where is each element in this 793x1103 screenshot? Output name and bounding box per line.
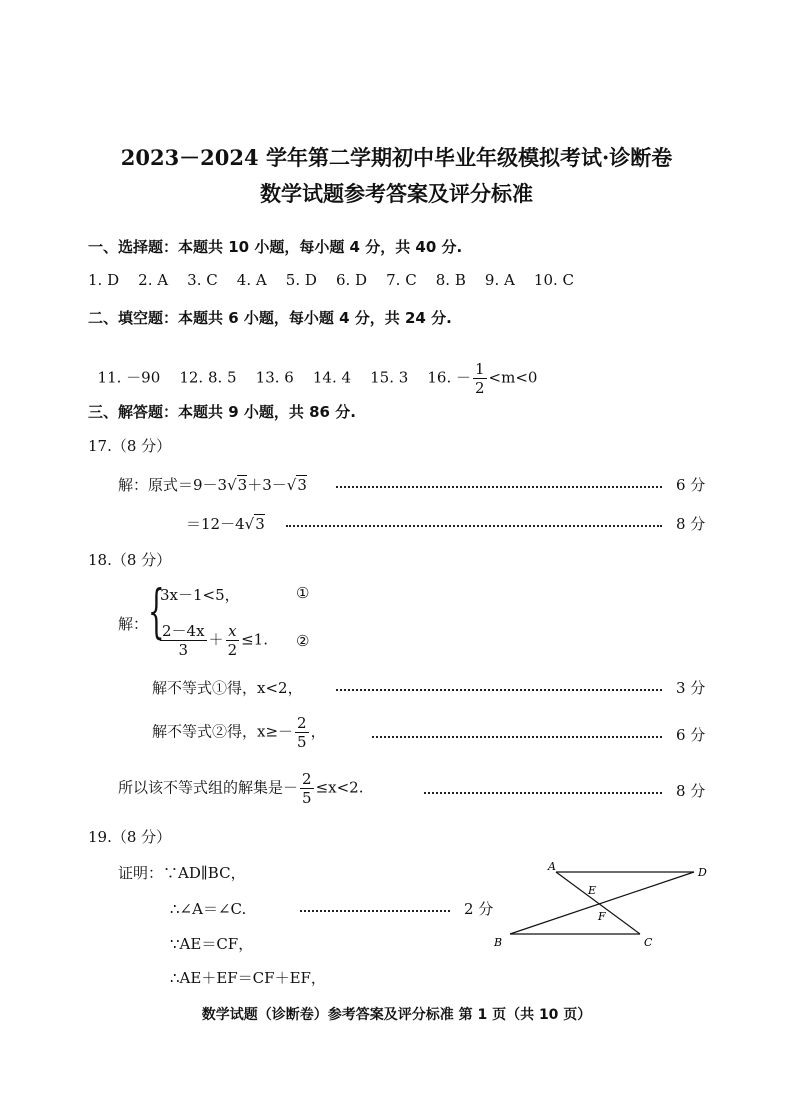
- dotted-leader: [300, 910, 450, 912]
- q16-rest: <m<0: [488, 368, 538, 387]
- q18-score3: 8 分: [676, 782, 706, 800]
- q17-line1-mid: ＋3－: [247, 476, 287, 494]
- q18-label: 18.（8 分）: [88, 551, 172, 569]
- point-label-a: A: [548, 860, 556, 873]
- q17-line1: [118, 474, 307, 495]
- q19-score1: 2 分: [464, 900, 494, 918]
- dotted-leader: [286, 525, 662, 527]
- q17-radicand2: 3: [297, 476, 307, 494]
- q18-frac2-num: x: [226, 622, 240, 641]
- q16-fraction: [473, 360, 487, 397]
- q18-mark1: ①: [296, 584, 310, 602]
- sqrt-symbol: √: [244, 515, 255, 533]
- dotted-leader: [424, 792, 662, 794]
- q17-score1: 6 分: [676, 476, 706, 494]
- q18-frac1-num: 2－4x: [162, 622, 205, 640]
- q19-line3: ∵AE＝CF，: [170, 935, 254, 953]
- segment-bd: [510, 872, 694, 934]
- q19-label: 19.（8 分）: [88, 828, 172, 846]
- fill-answers: [88, 342, 537, 397]
- q17-line1-prefix: 解：原式＝9－3: [118, 476, 228, 494]
- q19-line1: 证明：∵AD∥BC，: [118, 864, 246, 882]
- q18-step1: 解不等式①得，x<2，: [152, 679, 303, 697]
- q18-frac1-den: 3: [178, 641, 189, 659]
- q18-step2-fraction: [295, 714, 309, 751]
- q17-radicand1: 3: [237, 476, 248, 494]
- q18-conclusion: [118, 770, 363, 807]
- q18-ineq1: 3x－1<5，: [160, 586, 240, 604]
- page-footer: 数学试题（诊断卷）参考答案及评分标准 第 1 页（共 10 页）: [201, 1007, 592, 1023]
- point-label-e: E: [588, 884, 597, 897]
- q17-line2-prefix: ＝12－4: [186, 515, 245, 533]
- q18-step2-num: 2: [297, 714, 307, 732]
- q17-radicand3: 3: [255, 515, 265, 533]
- q18-step2: [152, 714, 326, 751]
- dotted-leader: [336, 689, 662, 691]
- q18-jie: 解：: [118, 615, 149, 633]
- q18-plus: ＋: [208, 630, 224, 649]
- system-brace: {: [148, 577, 165, 645]
- q18-mark2: ②: [296, 632, 310, 650]
- q16-numerator: 1: [475, 360, 485, 378]
- point-label-c: C: [644, 936, 653, 949]
- sqrt-symbol: √: [286, 476, 297, 494]
- q18-step2-suffix: ，: [310, 722, 326, 741]
- section-heading-choice: 一、选择题：本题共 10 小题，每小题 4 分，共 40 分.: [88, 238, 463, 256]
- q18-score2: 6 分: [676, 726, 706, 744]
- page-title-line1: 2023－2024 学年第二学期初中毕业年级模拟考试·诊断卷: [120, 145, 673, 170]
- q17-line2: [186, 513, 265, 534]
- sqrt-symbol: √: [227, 476, 237, 494]
- q18-concl-suffix: ≤x<2.: [315, 778, 364, 797]
- q18-score1: 3 分: [676, 679, 706, 697]
- geometry-figure: [480, 856, 720, 952]
- q18-frac2-den: 2: [227, 641, 238, 659]
- q18-concl-num: 2: [302, 770, 312, 788]
- q18-ineq2-rest: ≤1.: [241, 630, 268, 649]
- q19-line2: ∴∠A＝∠C.: [170, 900, 247, 918]
- point-label-f: F: [598, 910, 606, 923]
- q18-fraction1: [160, 622, 207, 659]
- point-label-d: D: [698, 866, 707, 879]
- q17-score2: 8 分: [676, 515, 706, 533]
- fill-answers-prefix: 11. －90 12. 8. 5 13. 6 14. 4 15. 3 16. －: [97, 368, 471, 387]
- point-label-b: B: [494, 936, 503, 949]
- q18-fraction2: [226, 622, 240, 659]
- page-title-line2: 数学试题参考答案及评分标准: [260, 181, 533, 206]
- q18-concl-prefix: 所以该不等式组的解集是－: [118, 778, 299, 797]
- q18-ineq2: [158, 622, 268, 659]
- section-heading-solve: 三、解答题：本题共 9 小题，共 86 分.: [88, 403, 356, 421]
- q18-concl-fraction: [300, 770, 314, 807]
- choice-answers: 1. D 2. A 3. C 4. A 5. D 6. D 7. C 8. B 9. A 10. C: [88, 271, 575, 289]
- segment-ac: [556, 872, 640, 934]
- q18-step2-den: 5: [297, 733, 307, 751]
- q18-step2-prefix: 解不等式②得，x≥－: [152, 722, 294, 741]
- q17-label: 17.（8 分）: [88, 437, 172, 455]
- q18-concl-den: 5: [302, 789, 312, 807]
- dotted-leader: [336, 486, 662, 488]
- section-heading-fill: 二、填空题：本题共 6 小题，每小题 4 分，共 24 分.: [88, 309, 452, 327]
- q16-denominator: 2: [475, 379, 485, 397]
- q19-line4: ∴AE＋EF＝CF＋EF，: [170, 969, 326, 987]
- dotted-leader: [372, 736, 662, 738]
